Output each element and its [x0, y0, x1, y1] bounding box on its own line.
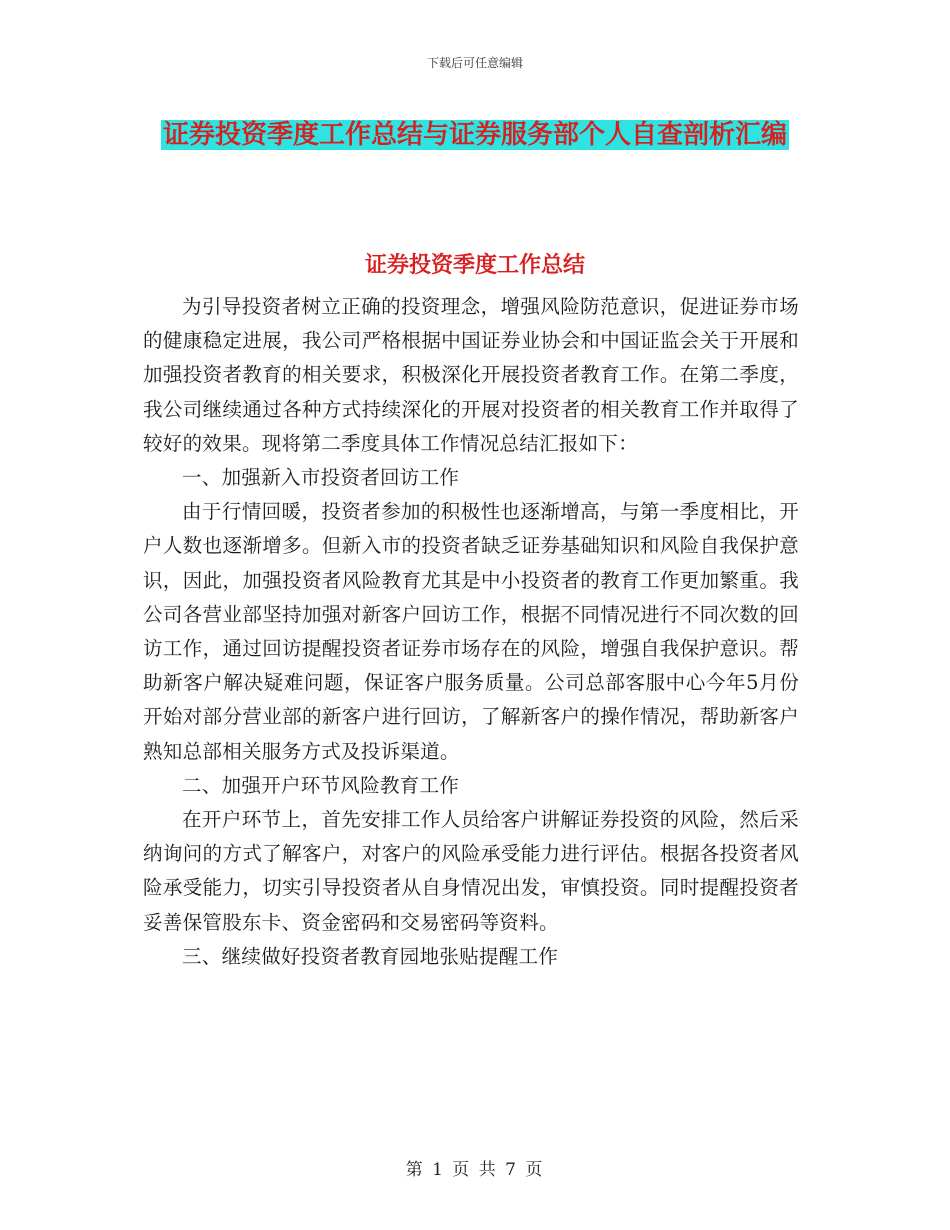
document-title [145, 112, 805, 158]
page-number: 第 1 页 共 7 页 [405, 1160, 545, 1180]
paragraph-intro: 为引导投资者树立正确的投资理念，增强风险防范意识，促进证券市场的健康稳定进展，我公司严格根据中国证券业协会和中国证监会关于开展和加强投资者教育的相关要求，积极深化开展投资者教育工作。在第二季度，我公司继续通过各种方式持续深化的开展对投资者的相关教育工作并取得了较好的效果。现将第二季度具体工作情况总结汇报如下： [143, 295, 799, 455]
section-title: 证券投资季度工作总结 [364, 253, 585, 278]
heading-section-3: 三、继续做好投资者教育园地张贴提醒工作 [182, 944, 559, 968]
heading-section-1: 一、加强新入市投资者回访工作 [182, 466, 460, 490]
paragraph-section-2: 在开户环节上，首先安排工作人员给客户讲解证券投资的风险，然后采纳询问的方式了解客户，对客户的风险承受能力进行评估。根据各投资者风险承受能力，切实引导投资者从自身情况出发，审慎投资。同时提醒投资者妥善保管股东卡、资金密码和交易密码等资料。 [143, 808, 799, 934]
document-title-text: 证券投资季度工作总结与证券服务部个人自查剖析汇编 [162, 120, 787, 150]
heading-section-2: 二、加强开户环节风险教育工作 [182, 773, 460, 797]
paragraph-section-1: 由于行情回暖，投资者参加的积极性也逐渐增高，与第一季度相比，开户人数也逐渐增多。但新入市的投资者缺乏证券基础知识和风险自我保护意识，因此，加强投资者风险教育尤其是中小投资者的教育工作更加繁重。我公司各营业部坚持加强对新客户回访工作，根据不同情况进行不同次数的回访工作，通过回访提醒投资者证券市场存在的风险，增强自我保护意识。帮助新客户解决疑难问题，保证客户服务质量。公司总部客服中心今年5月份开始对部分营业部的新客户进行回访，了解新客户的操作情况，帮助新客户熟知总部相关服务方式及投诉渠道。 [143, 500, 799, 763]
document-body [143, 290, 799, 974]
header-note: 下载后可任意编辑 [426, 56, 523, 70]
